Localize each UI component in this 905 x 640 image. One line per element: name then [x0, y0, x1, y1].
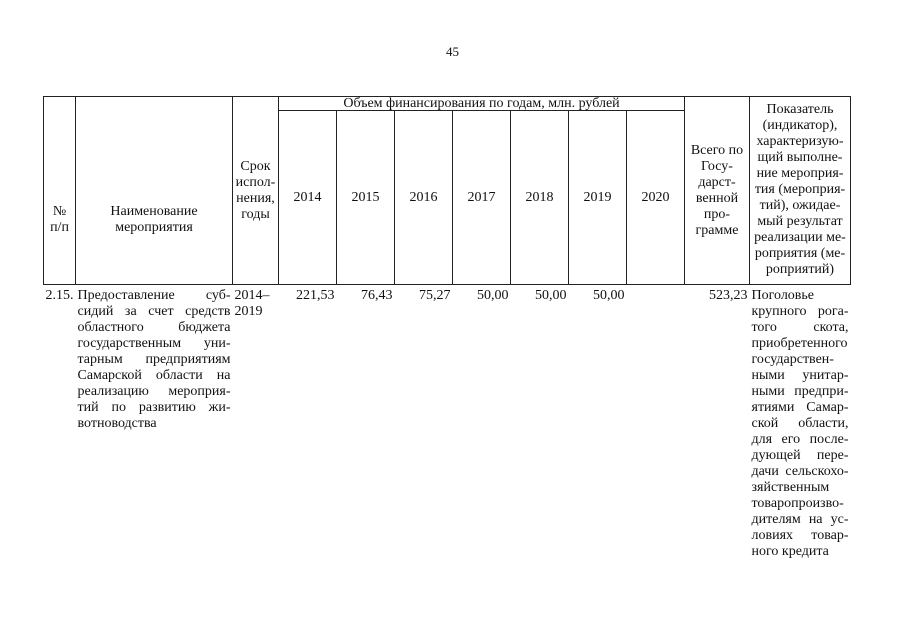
- row-name: Предоставление суб-сидий за счет средств областного бюджета государственным уни-тарным предприятиям Самарской области на реализацию мероприя-тий по развитию жи-вотноводства: [77, 288, 231, 431]
- header-total: Всего по Госу-дарст-венной про-грамме: [685, 97, 750, 285]
- row-value: [627, 285, 685, 561]
- header-year: 2018: [511, 111, 569, 285]
- row-number: 2.15.: [45, 288, 74, 303]
- page-number: 45: [446, 44, 459, 59]
- header-funding-group: Объем финансирования по годам, млн. рублей: [279, 97, 685, 111]
- header-year: 2017: [453, 111, 511, 285]
- row-value: 76,43: [361, 288, 393, 303]
- row-value: 221,53: [296, 288, 335, 303]
- row-indicator: Поголовье крупного рога-того скота, приобретенного государствен-ными унитар-ными предпри-ятиями Самар-ской области, для его после-дующей пере-дачи сельскохо-зяйственным товаропроизво-дителям на ус-ловиях товар-ного кредита: [751, 288, 849, 559]
- header-year: 2016: [395, 111, 453, 285]
- row-value: 50,00: [593, 288, 625, 303]
- header-name: Наименование мероприятия: [76, 97, 233, 285]
- row-value: 50,00: [477, 288, 509, 303]
- header-year: 2020: [627, 111, 685, 285]
- row-total: 523,23: [709, 288, 748, 303]
- row-value: 50,00: [535, 288, 567, 303]
- row-term: 2014–2019: [234, 288, 270, 319]
- funding-table: [43, 96, 851, 560]
- table-row: [44, 285, 851, 561]
- header-term: Срок испол-нения, годы: [233, 97, 279, 285]
- header-indicator: Показатель (индикатор), характеризую-щий выполне-ние мероприя-тия (мероприя-тий), ожидае-мый результат реализации ме-роприятия (ме-роприятий): [750, 97, 851, 285]
- header-year: 2015: [337, 111, 395, 285]
- header-num: № п/п: [44, 97, 76, 285]
- header-year: 2019: [569, 111, 627, 285]
- row-value: 75,27: [419, 288, 451, 303]
- header-year: 2014: [279, 111, 337, 285]
